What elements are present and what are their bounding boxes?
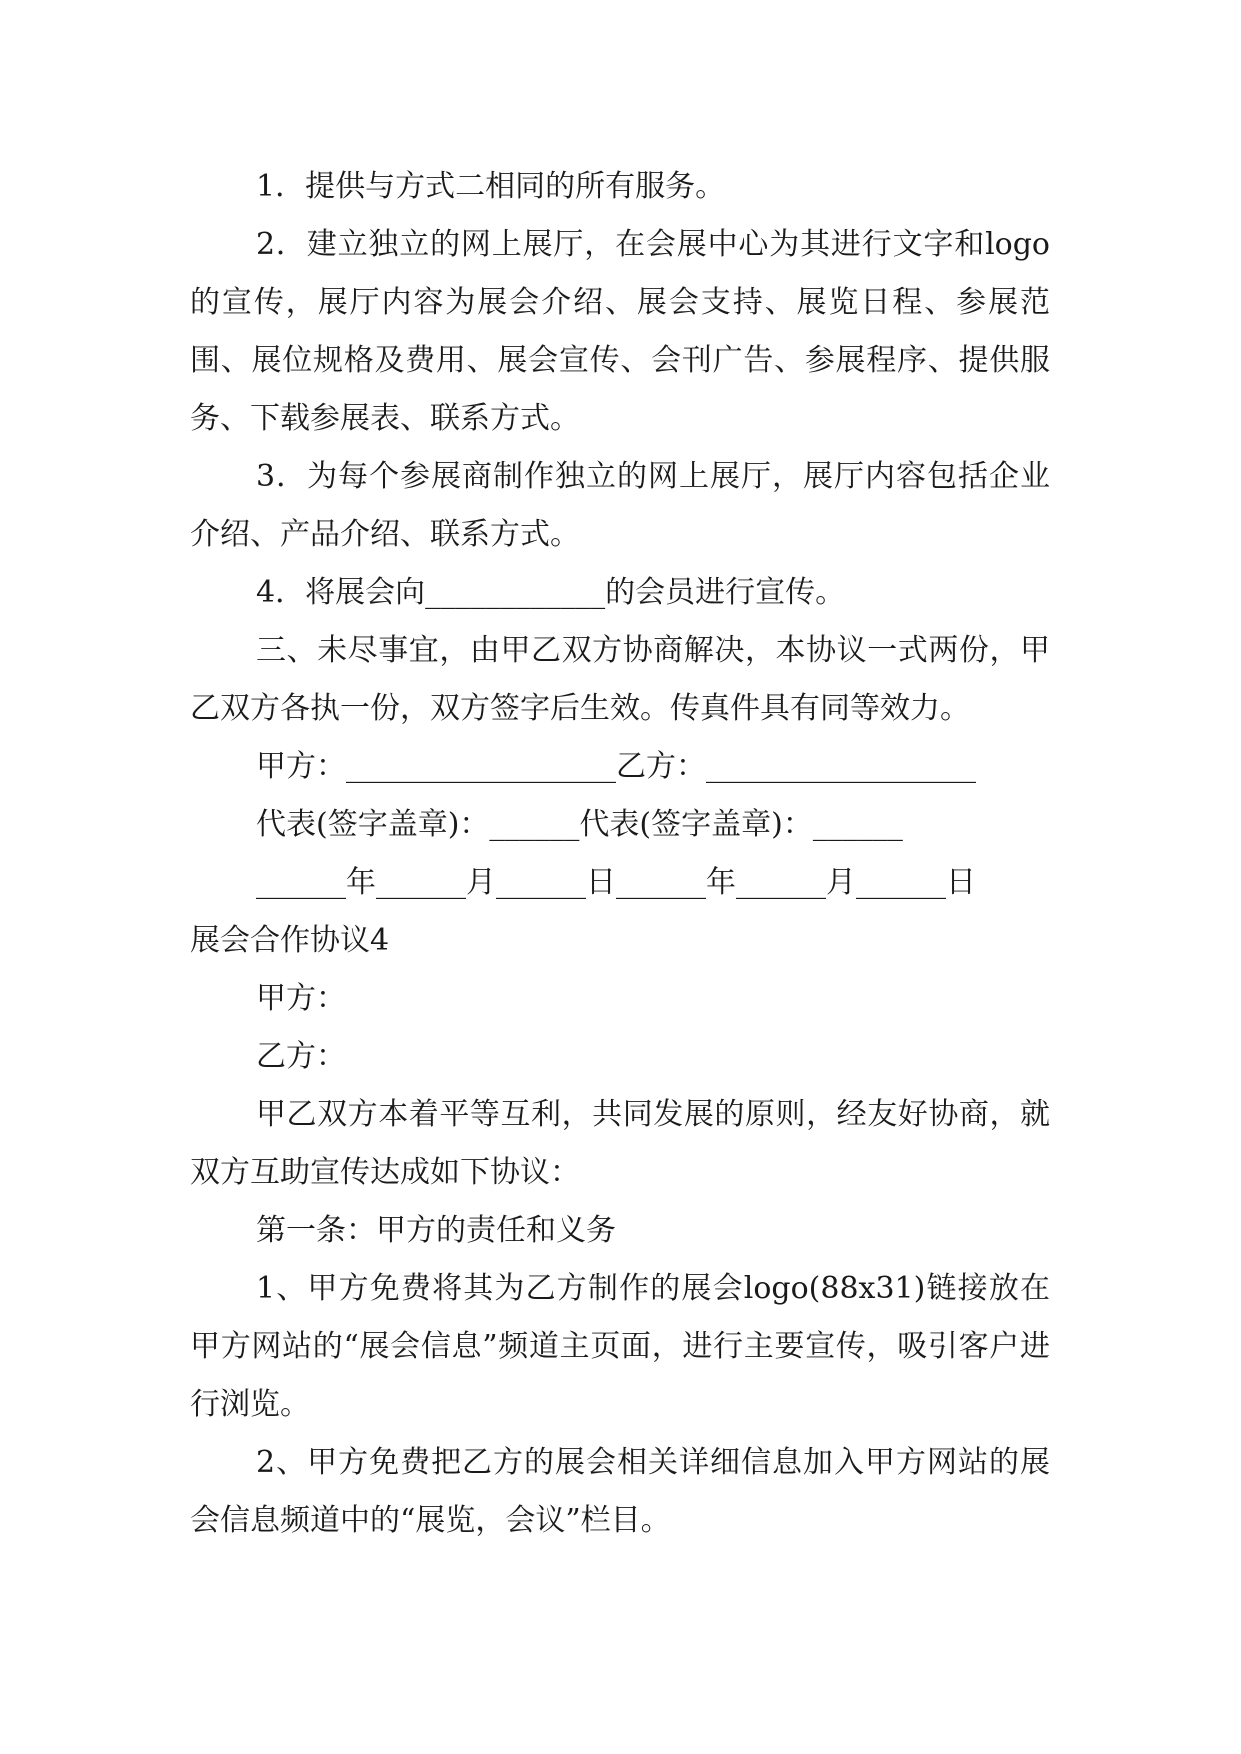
service-item-1: 1．提供与方式二相同的所有服务。 xyxy=(256,169,726,204)
clause-three: 三、未尽事宜，由甲乙双方协商解决，本协议一式两份，甲乙双方各执一份，双方签字后生效。传真件具有同等效力。 xyxy=(190,633,1050,726)
service-item-3: 3．为每个参展商制作独立的网上展厅，展厅内容包括企业介绍、产品介绍、联系方式。 xyxy=(190,459,1050,552)
signature-date-line: ______年______月______日______年______月______日 xyxy=(256,865,976,900)
article-1-heading: 第一条：甲方的责任和义务 xyxy=(256,1213,616,1248)
article-1-item-2: 2、甲方免费把乙方的展会相关详细信息加入甲方网站的展会信息频道中的“展览，会议”栏目。 xyxy=(190,1445,1050,1538)
document-body xyxy=(190,158,1050,1550)
agreement-intro: 甲乙双方本着平等互利，共同发展的原则，经友好协商，就双方互助宣传达成如下协议： xyxy=(190,1097,1050,1190)
agreement-title: 展会合作协议4 xyxy=(190,923,390,958)
service-item-4: 4．将展会向____________的会员进行宣传。 xyxy=(256,575,846,610)
article-1-item-1: 1、甲方免费将其为乙方制作的展会logo(88x31)链接放在甲方网站的“展会信息”频道主页面，进行主要宣传，吸引客户进行浏览。 xyxy=(190,1271,1050,1422)
party-b-label: 乙方： xyxy=(256,1039,346,1074)
signature-representative-line: 代表(签字盖章)：______代表(签字盖章)：______ xyxy=(256,807,903,842)
service-item-2: 2．建立独立的网上展厅，在会展中心为其进行文字和logo的宣传，展厅内容为展会介绍、展会支持、展览日程、参展范围、展位规格及费用、展会宣传、会刊广告、参展程序、提供服务、下载参展表、联系方式。 xyxy=(190,227,1050,436)
signature-parties-line: 甲方：__________________乙方：__________________ xyxy=(256,749,976,784)
party-a-label: 甲方： xyxy=(256,981,346,1016)
